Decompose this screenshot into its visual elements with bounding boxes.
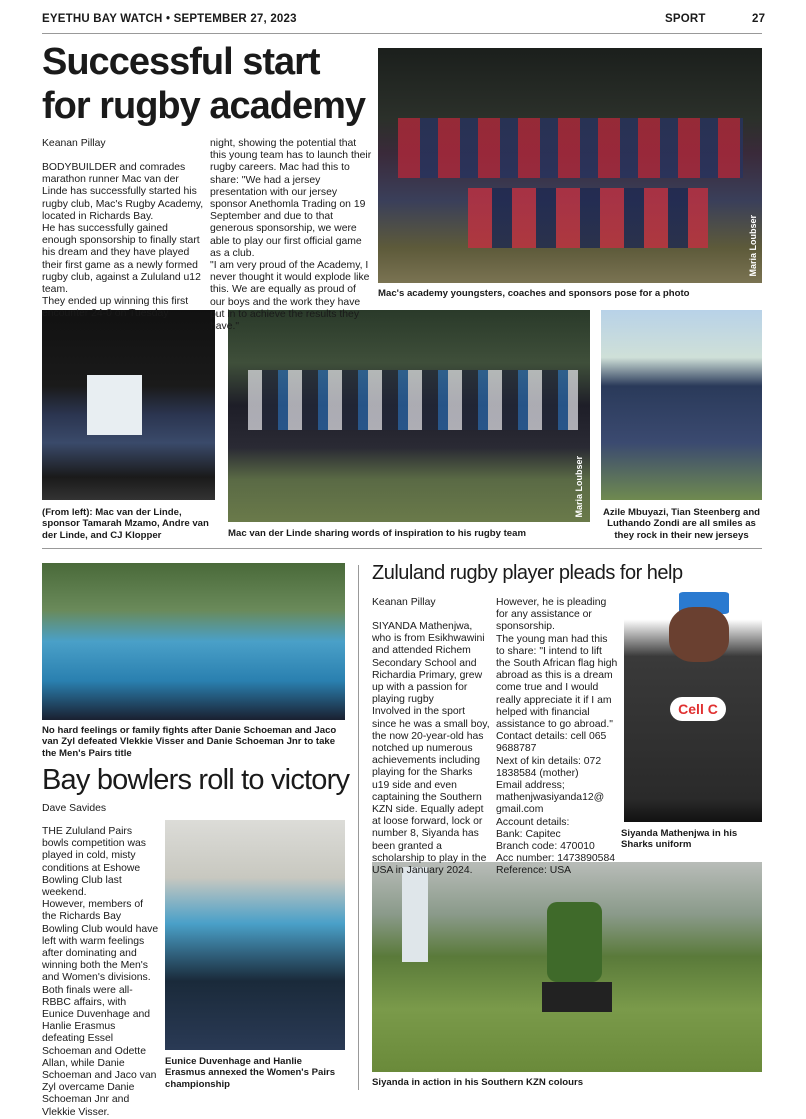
- header-rule: [42, 33, 762, 34]
- byline: Dave Savides: [42, 803, 107, 814]
- photo-siyanda-action: [372, 862, 762, 1072]
- section-rule: [42, 548, 762, 549]
- photo-womens-pairs: [165, 820, 345, 1050]
- photo-caption: Eunice Duvenhage and Hanlie Erasmus annexed the Women's Pairs championship: [165, 1056, 336, 1090]
- photo-team-huddle: [228, 310, 590, 522]
- article-body-col2: However, he is pleading for any assistance or sponsorship. The young man had this to share: "I intend to lift the South African flag high abroad as this is a dream come true and I would really appreciate it if I am helped with financial assistance to go abroad." Contact details: cell 065 9688787 Next of kin details: 072 1838584 (mother) Email address; mathenjwasiyanda12@ gmail.com Account details: Bank: Capitec Branch code: 470010 Acc number: 1473890584 Reference: USA: [496, 597, 618, 877]
- headline-zululand-player: Zululand rugby player pleads for help: [372, 562, 683, 584]
- page-number: 27: [752, 13, 766, 25]
- photo-caption: Azile Mbuyazi, Tian Steenberg and Luthando Zondi are all smiles as they rock in their new jerseys: [602, 507, 761, 541]
- byline: Keanan Pillay: [42, 138, 106, 149]
- photo-credit: Maria Loubser: [748, 215, 758, 277]
- column-divider: [358, 565, 359, 1090]
- article-body-col2: night, showing the potential that this young team has to launch their rugby careers. Mac had this to share: "We had a jersey presentation with our jersey sponsor Anethomla Trading on 19 September and due to that generous sponsorship, we were able to play our first official game as a club. "I am very proud of the Academy, I never thought it would explode like this. We are equally as proud of our boys and the work they have put in to achieve the results they have.": [210, 138, 372, 333]
- sponsor-logo: Cell C: [670, 697, 726, 721]
- photo-mens-pairs: [42, 563, 345, 720]
- photo-three-boys: [601, 310, 762, 500]
- photo-caption: Mac's academy youngsters, coaches and sponsors pose for a photo: [378, 288, 690, 299]
- headline-rugby-academy: Successful start for rugby academy: [42, 41, 365, 127]
- photo-credit: Maria Loubser: [574, 456, 584, 518]
- photo-caption: (From left): Mac van der Linde, sponsor Tamarah Mzamo, Andre van der Linde, and CJ Klopper: [42, 507, 209, 541]
- article-body: THE Zululand Pairs bowls competition was played in cold, misty conditions at Eshowe Bowling Club last weekend. However, members of the Richards Bay Bowling Club would have left with warm feelings after dominating and winning both the Men's and Women's divisions. Both finals were all-RBBC affairs, with Eunice Duvenhage and Hanlie Erasmus defeating Essel Schoeman and Odette Allan, while Danie Schoeman and Jaco van Zyl overcame Danie Schoeman Jnr and Vlekkie Visser.: [42, 826, 159, 1118]
- section-label: SPORT: [665, 13, 706, 25]
- byline: Keanan Pillay: [372, 597, 436, 608]
- photo-caption: Mac van der Linde sharing words of inspiration to his rugby team: [228, 528, 526, 539]
- publication-header: EYETHU BAY WATCH • SEPTEMBER 27, 2023: [42, 13, 297, 25]
- photo-siyanda-portrait: [624, 592, 762, 822]
- photo-academy-team: [378, 48, 762, 283]
- photo-caption: Siyanda in action in his Southern KZN colours: [372, 1077, 584, 1088]
- photo-sponsors: [42, 310, 215, 500]
- photo-caption: No hard feelings or family fights after Danie Schoeman and Jaco van Zyl defeated Vlekkie Visser and Danie Schoeman Jnr to take the Men's Pairs title: [42, 725, 337, 759]
- photo-caption: Siyanda Mathenjwa in his Sharks uniform: [621, 828, 738, 851]
- article-body-col1: SIYANDA Mathenjwa, who is from Esikhwawini and attended Richem Secondary School and Richardia Primary, grew up with a passion for playing rugby Involved in the sport since he was a small boy, the now 20-year-old has notched up numerous achievements including playing for the Sharks u19 side and even captaining the Southern KZN side. Equally adept at loose forward, lock or number 8, Siyanda has been granted a scholarship to play in the USA in January 2024.: [372, 621, 490, 877]
- headline-bay-bowlers: Bay bowlers roll to victory: [42, 764, 350, 796]
- article-body-col1: BODYBUILDER and comrades marathon runner Mac van der Linde has successfully started his rugby club, Mac's Rugby Academy, located in Richards Bay. He has successfully gained enough sponsorship to finally start his dream and they have played their first game as a newly formed rugby club, against a Zululand u12 team. They ended up winning this first encounter 24-0 on Tuesday: [42, 162, 204, 320]
